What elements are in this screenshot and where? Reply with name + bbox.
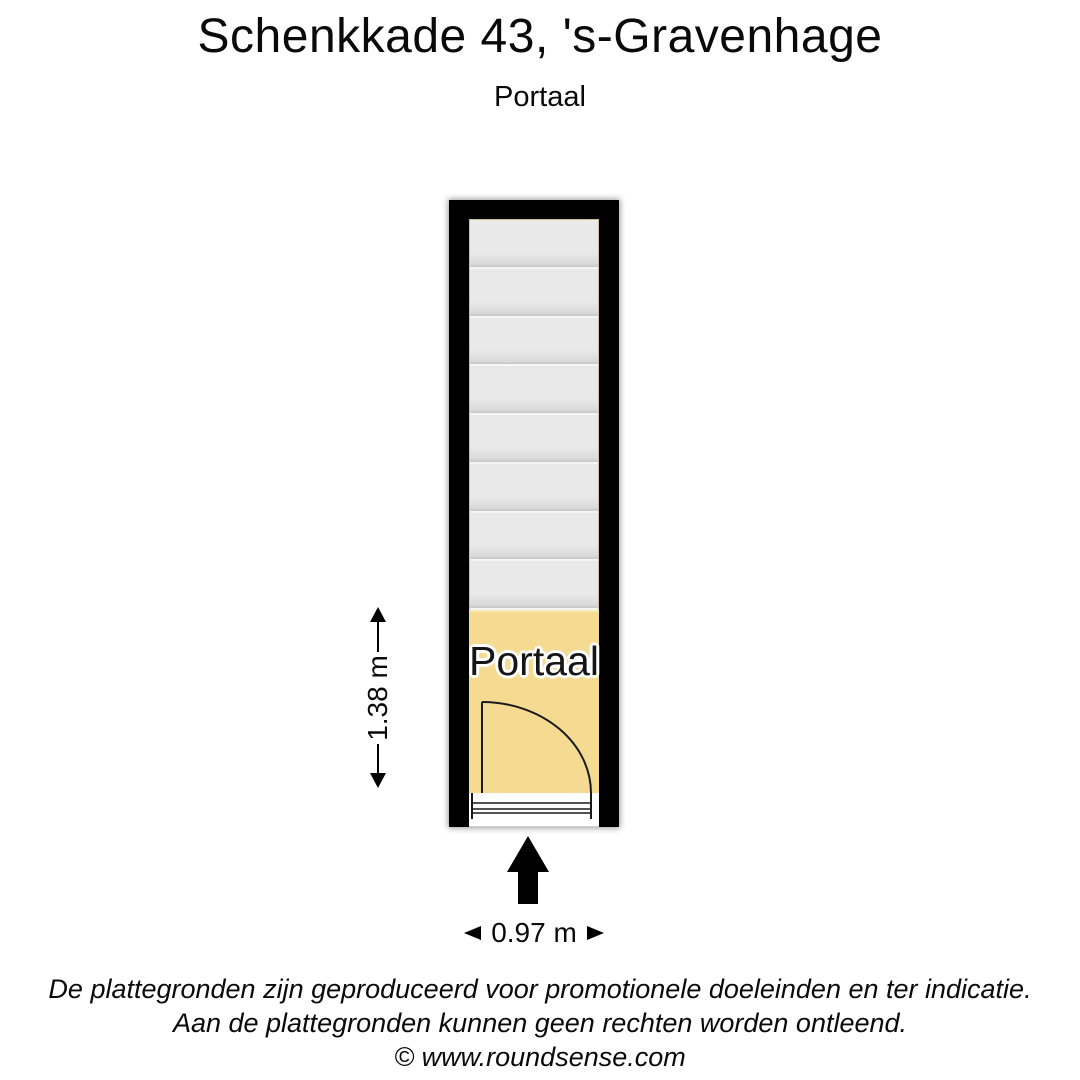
arrow-down-icon (370, 773, 386, 788)
stair-tread (470, 220, 598, 269)
stair-tread (470, 269, 598, 318)
stair-tread (470, 415, 598, 464)
footer-copyright: © www.roundsense.com (394, 1042, 686, 1072)
stair-tread (470, 366, 598, 415)
dimension-line (377, 622, 379, 652)
page-subtitle: Portaal (494, 81, 586, 113)
dimension-width-label: 0.97 m (491, 917, 577, 948)
dimension-horizontal (449, 916, 619, 950)
dimension-line (377, 744, 379, 774)
floor-plan (449, 200, 619, 827)
stair-tread (470, 464, 598, 513)
arrow-up-icon (370, 607, 386, 622)
arrow-right-icon (587, 926, 604, 940)
arrow-left-icon (464, 926, 481, 940)
plan-interior (469, 219, 599, 827)
entrance-arrow-icon (502, 835, 554, 905)
stairs (469, 219, 599, 610)
room-label: Portaal (469, 638, 599, 684)
footer-disclaimer-line-2: Aan de plattegronden kunnen geen rechten worden ontleend. (172, 1008, 908, 1038)
stair-tread (470, 318, 598, 367)
stair-tread (470, 561, 598, 610)
footer-disclaimer (0, 972, 1080, 1074)
stair-tread (470, 513, 598, 562)
footer-disclaimer-line-1: De plattegronden zijn geproduceerd voor promotionele doeleinden en ter indicatie. (48, 974, 1032, 1004)
dimension-vertical (364, 607, 392, 788)
dimension-height-label: 1.38 m (362, 654, 394, 741)
page-title: Schenkkade 43, 's-Gravenhage (197, 10, 883, 63)
door-swing-icon (469, 610, 599, 827)
